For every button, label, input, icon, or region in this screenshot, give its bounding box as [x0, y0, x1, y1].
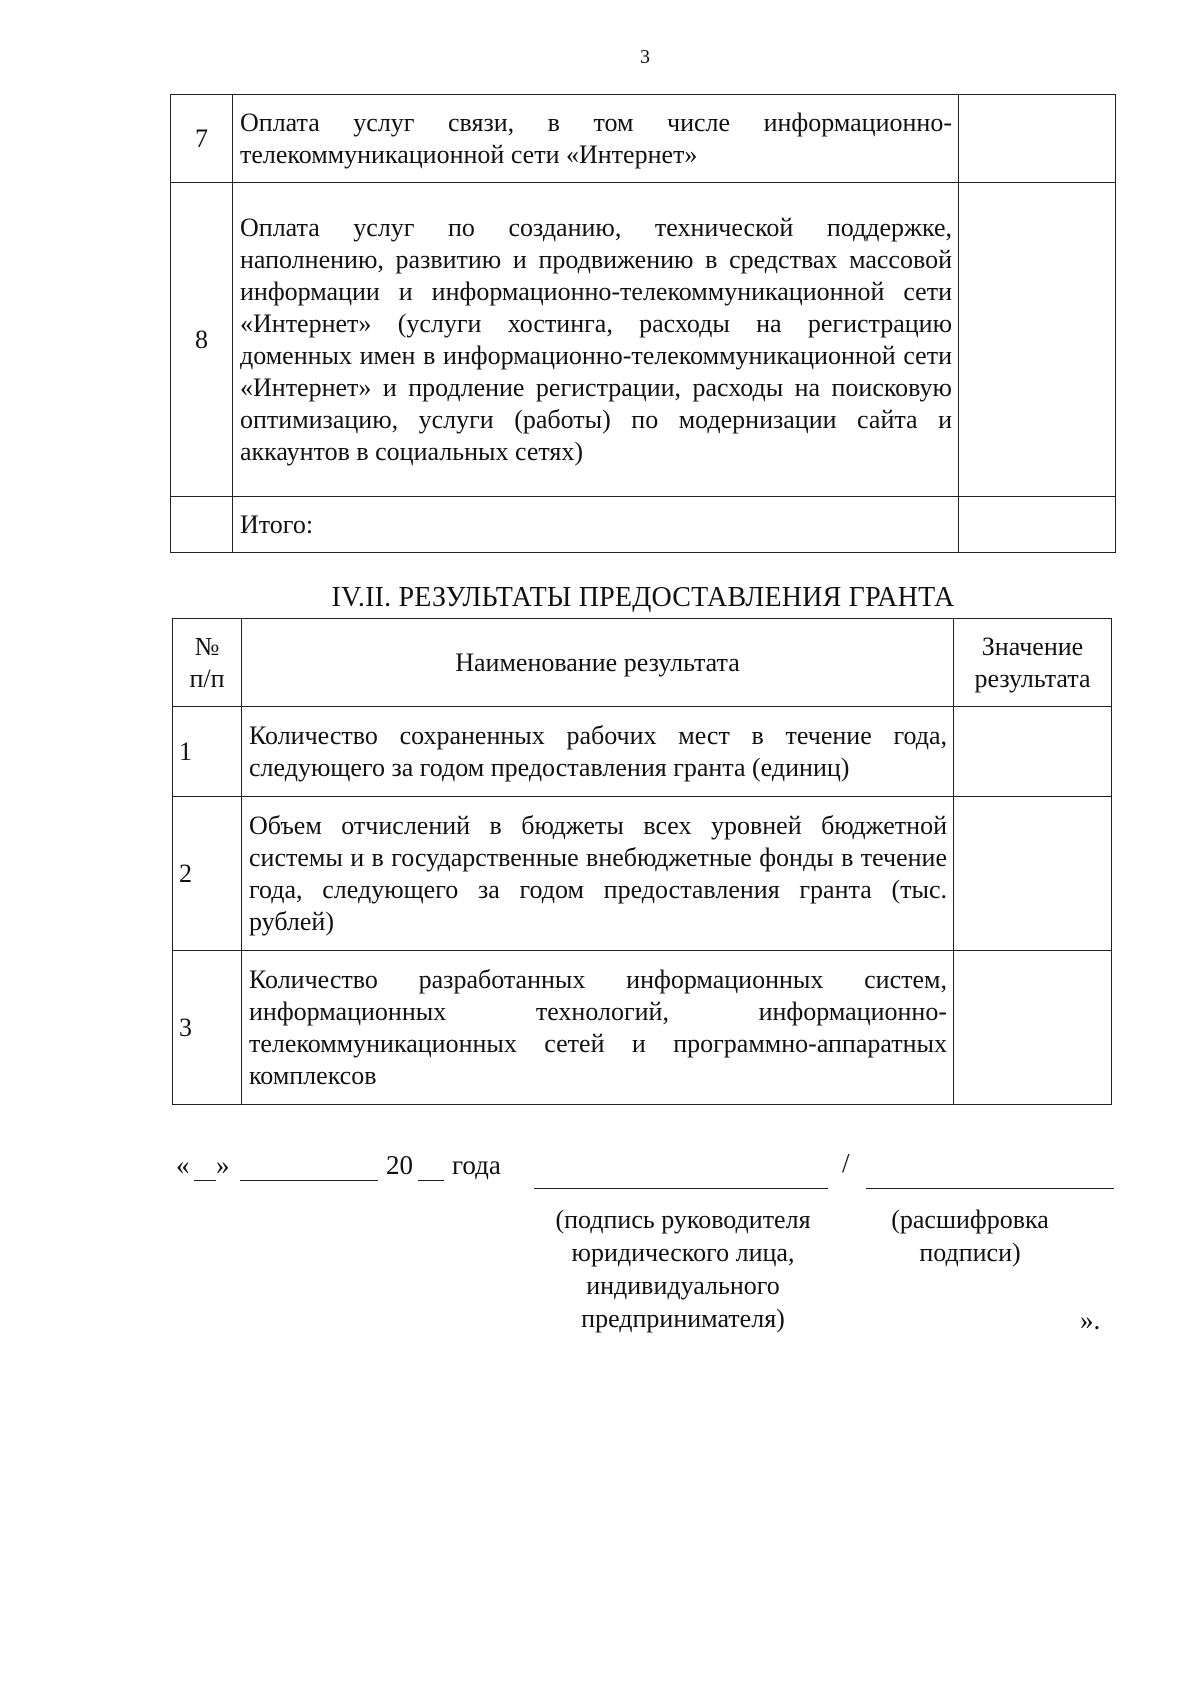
header-value: Значение результата	[954, 619, 1112, 707]
row-description: Количество сохраненных рабочих мест в течение года, следующего за годом предоставления гранта (единиц)	[242, 707, 954, 797]
row-value	[954, 707, 1112, 797]
header-num: № п/п	[173, 619, 242, 707]
date-quote-close: »	[216, 1150, 230, 1180]
row-description: Оплата услуг связи, в том числе информационно-телекоммуникационной сети «Интернет»	[233, 95, 959, 183]
row-description: Количество разработанных информационных систем, информационных технологий, информационно-телекоммуникационных сетей и программно-аппаратных комплексов	[242, 951, 954, 1105]
table-row	[173, 707, 1112, 797]
signature-line	[534, 1188, 828, 1189]
total-value	[959, 497, 1116, 553]
row-number: 1	[173, 707, 242, 797]
section-title: IV.II. РЕЗУЛЬТАТЫ ПРЕДОСТАВЛЕНИЯ ГРАНТА	[331, 582, 955, 613]
total-label: Итого:	[233, 497, 959, 553]
date-year-suffix: года	[452, 1150, 501, 1180]
row-description: Оплата услуг по созданию, технической поддержке, наполнению, развитию и продвижению в средствах массовой информации и информационно-телекоммуникационной сети «Интернет» (услуги хостинга, расходы на регистрацию доменных имен в информационно-телекоммуникационной сети «Интернет» и продление регистрации, расходы на поисковую оптимизацию, услуги (работы) по модернизации сайта и аккаунтов в социальных сетях)	[233, 183, 959, 497]
date-year-line	[418, 1180, 444, 1181]
row-number	[171, 497, 233, 553]
row-value	[954, 797, 1112, 951]
signature-caption: (подпись руководителя юридического лица, индивидуального предпринимателя)	[555, 1205, 811, 1333]
row-number: 2	[173, 797, 242, 951]
results-table	[172, 618, 1112, 1105]
signature-slash: /	[842, 1148, 850, 1178]
row-value	[959, 95, 1116, 183]
closing-quote: ».	[1080, 1305, 1101, 1335]
date-month-line	[240, 1180, 378, 1181]
decoding-caption: (расшифровка подписи)	[891, 1205, 1049, 1267]
header-name: Наименование результата	[242, 619, 954, 707]
row-value	[954, 951, 1112, 1105]
page-number: 3	[640, 46, 650, 68]
table-row	[171, 183, 1116, 497]
table-row	[171, 95, 1116, 183]
date-year-prefix: 20	[386, 1150, 413, 1180]
table-row-total	[171, 497, 1116, 553]
table-row	[173, 951, 1112, 1105]
table-row	[173, 797, 1112, 951]
row-number: 3	[173, 951, 242, 1105]
date-quote-open: «	[176, 1150, 190, 1180]
row-number: 8	[171, 183, 233, 497]
expenses-table	[170, 94, 1116, 553]
row-value	[959, 183, 1116, 497]
row-number: 7	[171, 95, 233, 183]
table-header-row	[173, 619, 1112, 707]
row-description: Объем отчислений в бюджеты всех уровней бюджетной системы и в государственные внебюджетные фонды в течение года, следующего за годом предоставления гранта (тыс. рублей)	[242, 797, 954, 951]
date-day-line	[194, 1180, 216, 1181]
signature-decoding-line	[866, 1188, 1114, 1189]
